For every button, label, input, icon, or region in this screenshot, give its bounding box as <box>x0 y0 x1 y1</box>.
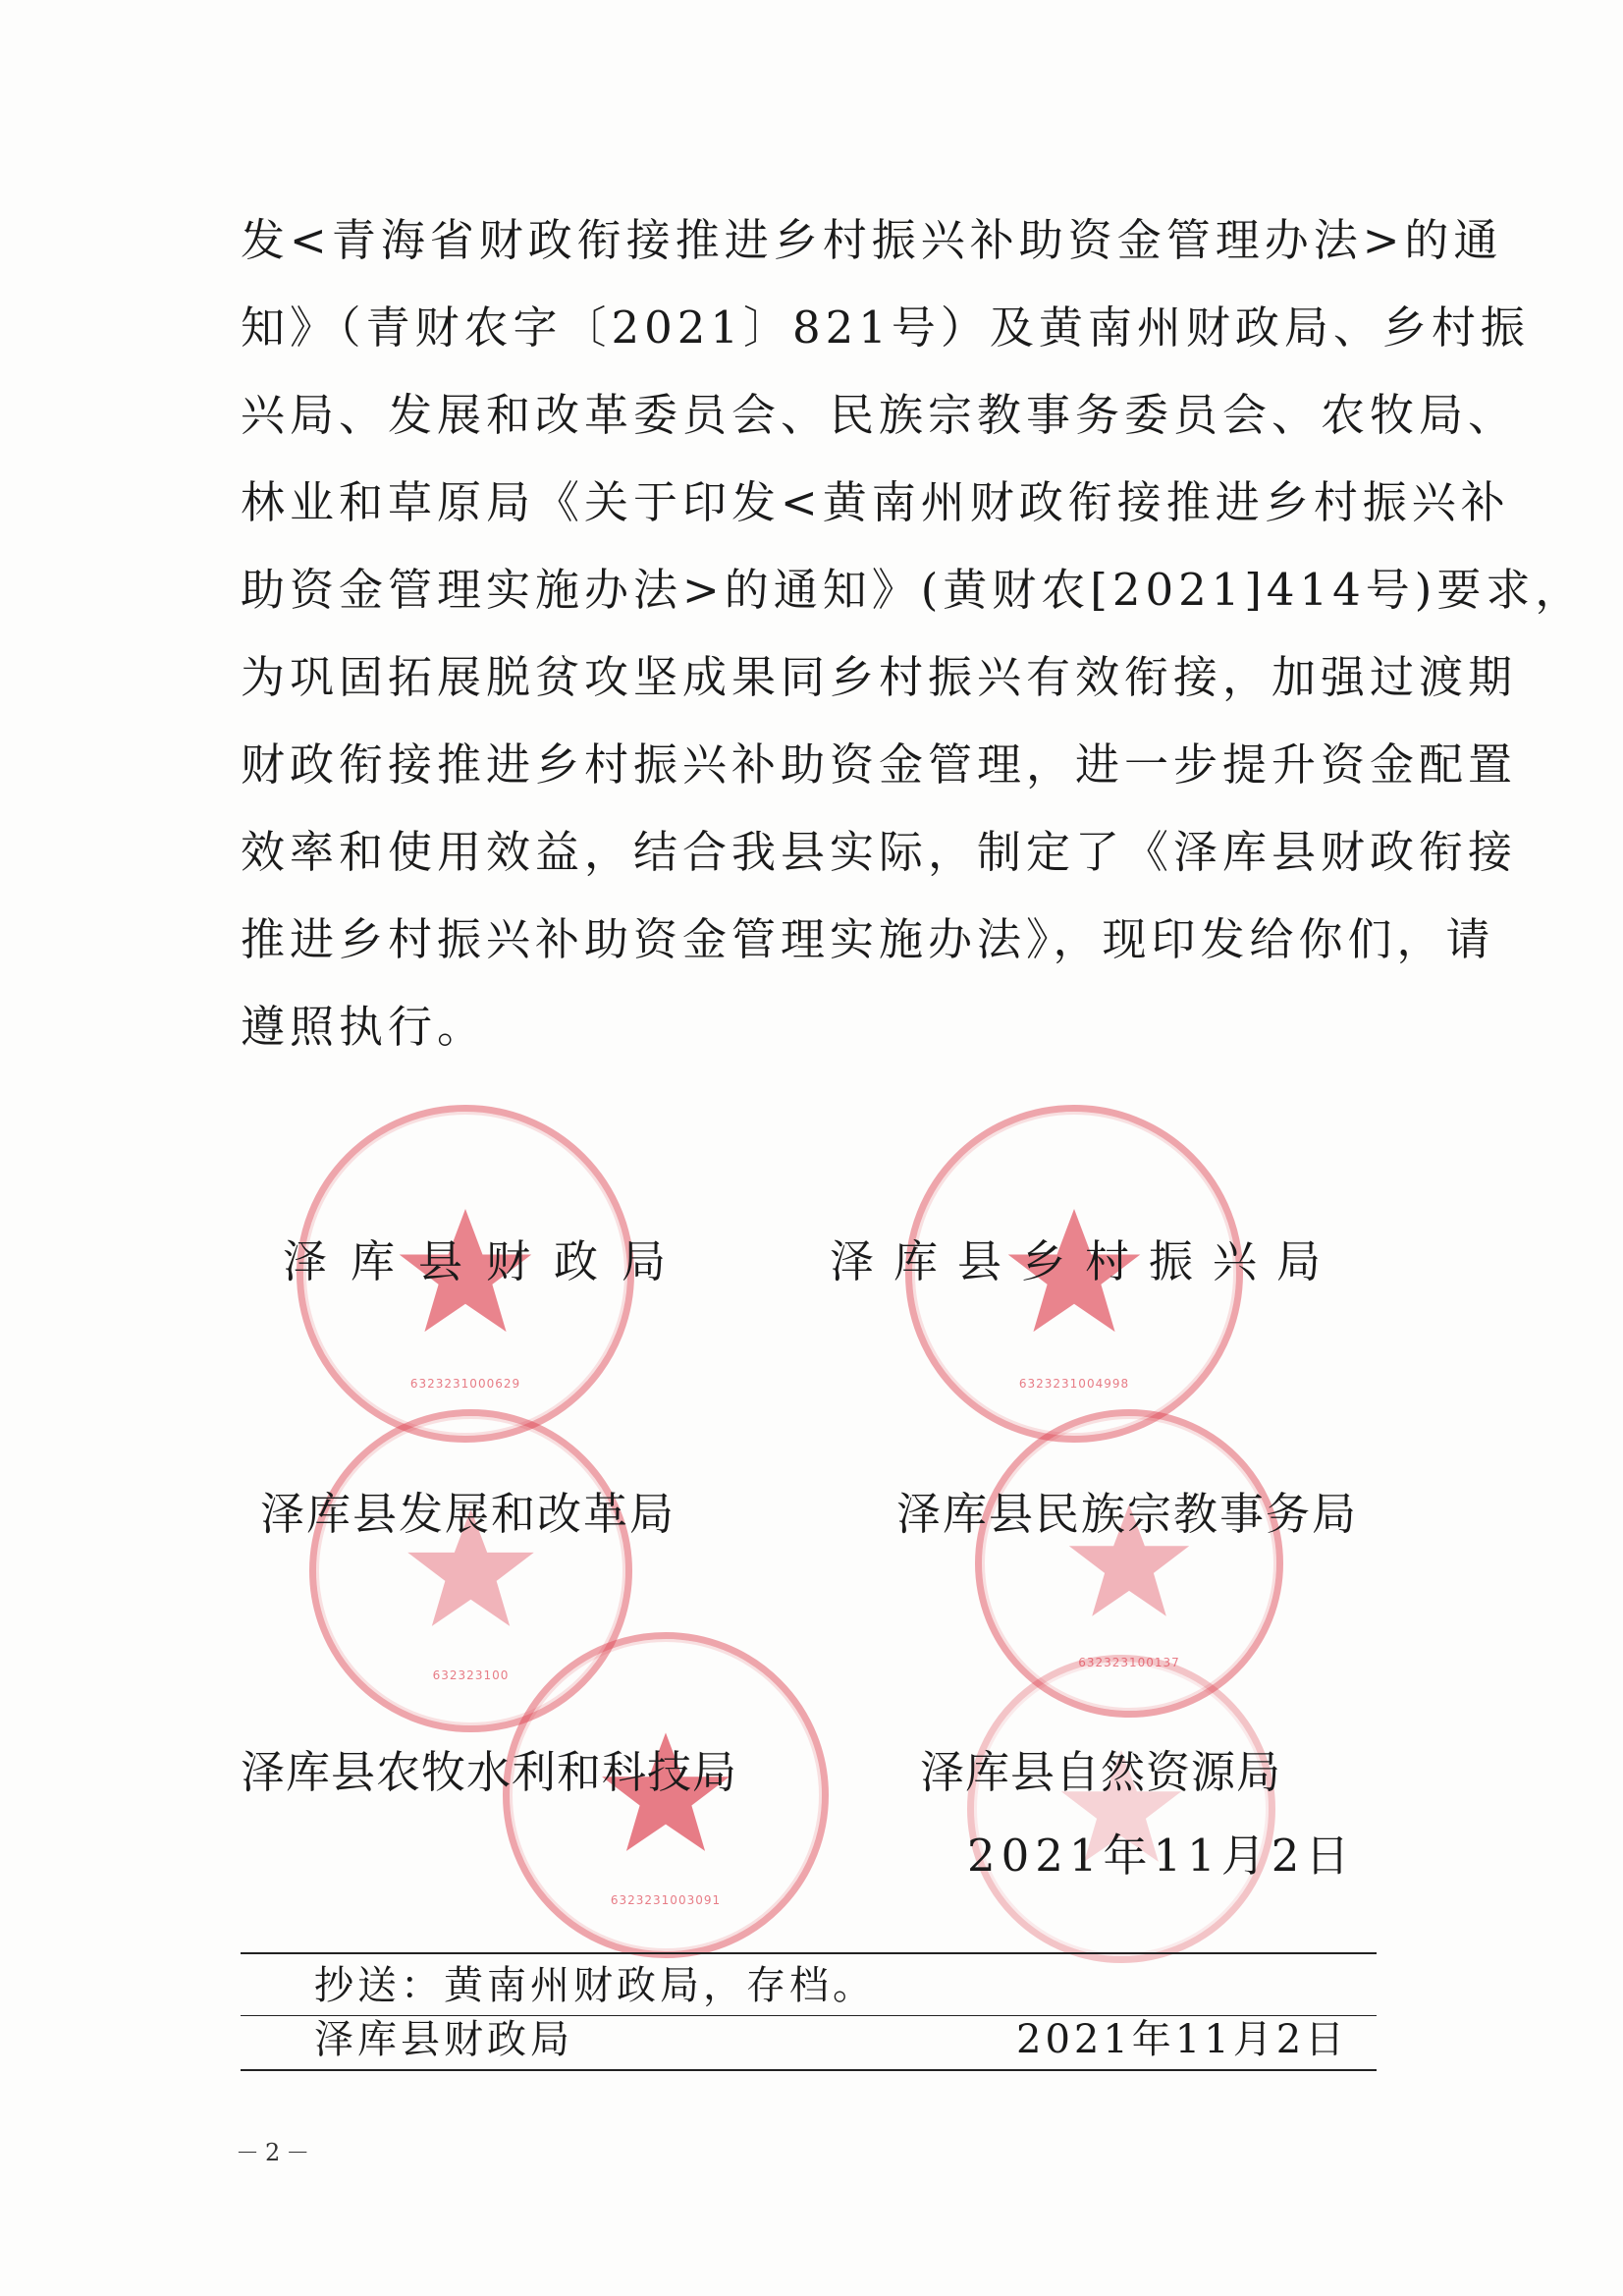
seal-number: 6323231003091 <box>610 1893 722 1908</box>
seal-star-icon <box>974 1662 1269 1956</box>
natural-resources-seal <box>967 1655 1275 1963</box>
signature-agriculture: 泽库县农牧水利和科技局 <box>241 1746 738 1798</box>
body-line: 遵照执行。 <box>241 1001 487 1053</box>
issuer-name: 泽库县财政局 <box>314 2017 573 2062</box>
issue-date: 2021年11月2日 <box>1016 2017 1349 2062</box>
footer-top-rule <box>241 1952 1377 1954</box>
signature-development-reform: 泽库县发展和改革局 <box>260 1488 676 1540</box>
signature-rural-revitalization: 泽库县乡村振兴局 <box>830 1235 1341 1287</box>
body-paragraph <box>241 196 1585 1070</box>
body-line: 助资金管理实施办法>的通知》(黄财农[2021]414号)要求， <box>241 564 1585 616</box>
body-line: 兴局、发展和改革委员会、民族宗教事务委员会、农牧局、 <box>241 389 1518 441</box>
body-line: 效率和使用效益，结合我县实际，制定了《泽库县财政衔接 <box>241 826 1518 878</box>
signature-ethnic-religious: 泽库县民族宗教事务局 <box>896 1488 1359 1540</box>
seal-number: 6323231000629 <box>409 1376 521 1391</box>
signature-natural-resources: 泽库县自然资源局 <box>920 1746 1282 1798</box>
cc-line: 抄送：黄南州财政局，存档。 <box>314 1963 876 2008</box>
body-line: 财政衔接推进乡村振兴补助资金管理，进一步提升资金配置 <box>241 738 1518 791</box>
signature-finance-bureau: 泽库县财政局 <box>283 1235 690 1287</box>
body-line: 发<青海省财政衔接推进乡村振兴补助资金管理办法>的通 <box>241 214 1503 266</box>
page-number: －2－ <box>236 2139 316 2166</box>
footer-bottom-rule <box>241 2069 1377 2071</box>
body-line: 林业和草原局《关于印发<黄南州财政衔接推进乡村振兴补 <box>241 476 1510 528</box>
body-line: 知》（青财农字〔2021〕821号）及黄南州财政局、乡村振 <box>241 301 1530 354</box>
seal-number: 632323100 <box>432 1667 510 1682</box>
seal-number: 6323231004998 <box>1018 1376 1130 1391</box>
seal-number: 632323100137 <box>1078 1656 1180 1669</box>
body-line: 为巩固拓展脱贫攻坚成果同乡村振兴有效衔接，加强过渡期 <box>241 651 1518 703</box>
signature-date: 2021年11月2日 <box>967 1830 1356 1882</box>
body-line: 推进乡村振兴补助资金管理实施办法》，现印发给你们，请 <box>241 913 1495 965</box>
